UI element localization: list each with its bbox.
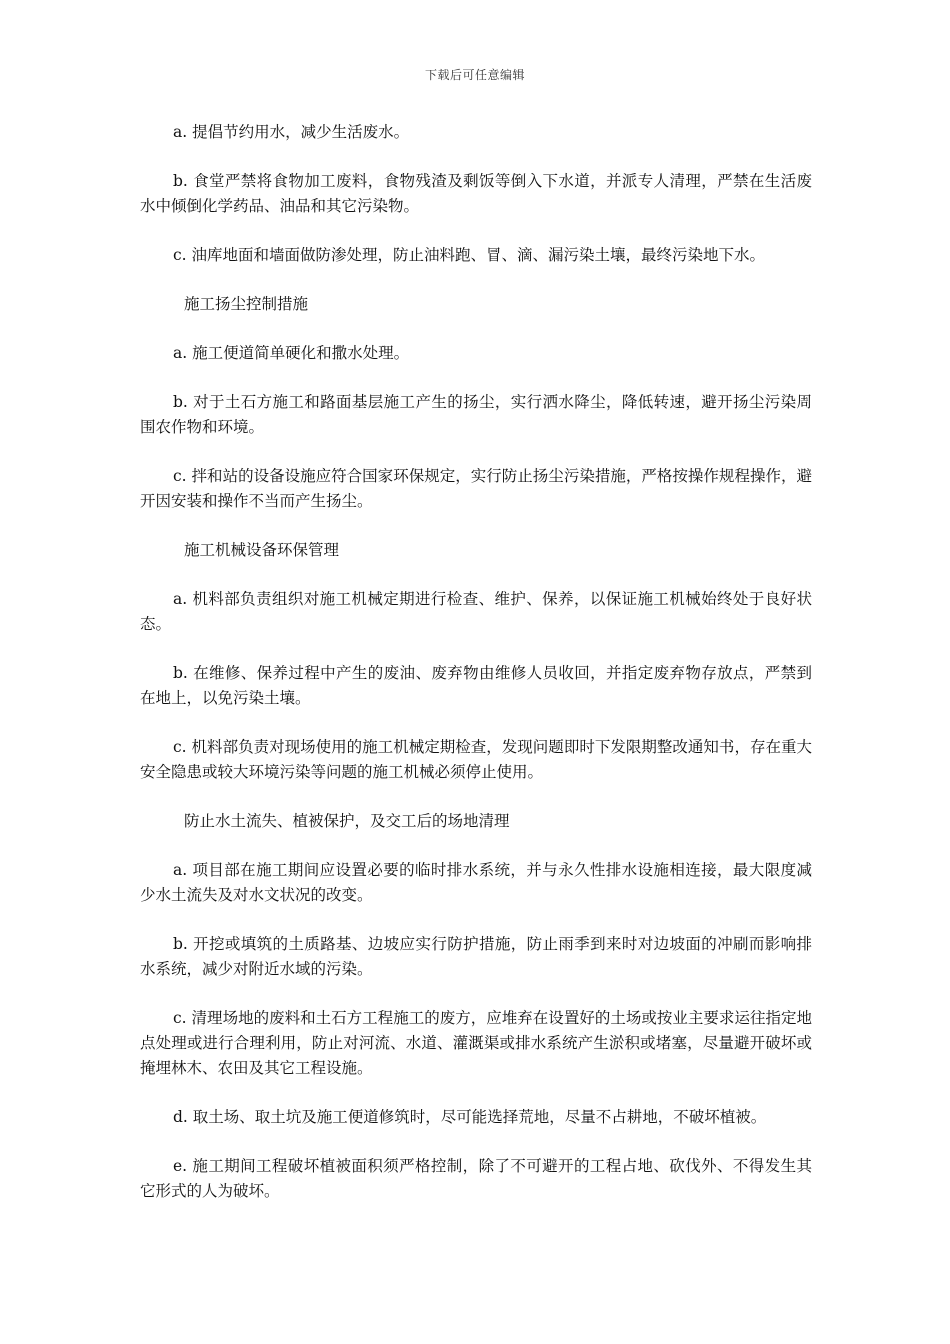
section-heading: 施工扬尘控制措施	[184, 295, 309, 313]
paragraph: a. 提倡节约用水，减少生活废水。	[173, 123, 410, 141]
paragraph: c. 机料部负责对现场使用的施工机械定期检查，发现问题即时下发限期整改通知书，存在重大安全隐患或较大环境污染等问题的施工机械必须停止使用。	[140, 738, 812, 781]
section-heading: 施工机械设备环保管理	[184, 541, 340, 559]
paragraph: c. 拌和站的设备设施应符合国家环保规定，实行防止扬尘污染措施，严格按操作规程操作，避开因安装和操作不当而产生扬尘。	[140, 467, 812, 510]
paragraph: c. 油库地面和墙面做防渗处理，防止油料跑、冒、滴、漏污染土壤，最终污染地下水。	[173, 246, 766, 264]
paragraph: b. 对于土石方施工和路面基层施工产生的扬尘，实行洒水降尘，降低转速，避开扬尘污染周围农作物和环境。	[140, 393, 812, 436]
paragraph: e. 施工期间工程破坏植被面积须严格控制，除了不可避开的工程占地、砍伐外、不得发生其它形式的人为破坏。	[140, 1157, 812, 1200]
document-body	[140, 120, 812, 1228]
paragraph: b. 开挖或填筑的土质路基、边坡应实行防护措施，防止雨季到来时对边坡面的冲刷而影响排水系统，减少对附近水域的污染。	[140, 935, 812, 978]
page-header: 下载后可任意编辑	[424, 68, 525, 82]
paragraph: a. 项目部在施工期间应设置必要的临时排水系统，并与永久性排水设施相连接，最大限度减少水土流失及对水文状况的改变。	[140, 861, 812, 904]
section-heading: 防止水土流失、植被保护，及交工后的场地清理	[184, 812, 510, 830]
paragraph: c. 清理场地的废料和土石方工程施工的废方，应堆弃在设置好的土场或按业主要求运往指定地点处理或进行合理利用，防止对河流、水道、灌溉渠或排水系统产生淤积或堵塞，尽量避开破坏或掩埋林木、农田及其它工程设施。	[140, 1009, 812, 1077]
paragraph: b. 在维修、保养过程中产生的废油、废弃物由维修人员收回，并指定废弃物存放点，严禁到在地上，以免污染土壤。	[140, 664, 812, 707]
paragraph: a. 施工便道简单硬化和撒水处理。	[173, 344, 410, 362]
paragraph: d. 取土场、取土坑及施工便道修筑时，尽可能选择荒地，尽量不占耕地，不破坏植被。	[173, 1108, 767, 1126]
paragraph: a. 机料部负责组织对施工机械定期进行检查、维护、保养，以保证施工机械始终处于良好状态。	[140, 590, 812, 633]
paragraph: b. 食堂严禁将食物加工废料，食物残渣及剩饭等倒入下水道，并派专人清理，严禁在生活废水中倾倒化学药品、油品和其它污染物。	[140, 172, 812, 215]
